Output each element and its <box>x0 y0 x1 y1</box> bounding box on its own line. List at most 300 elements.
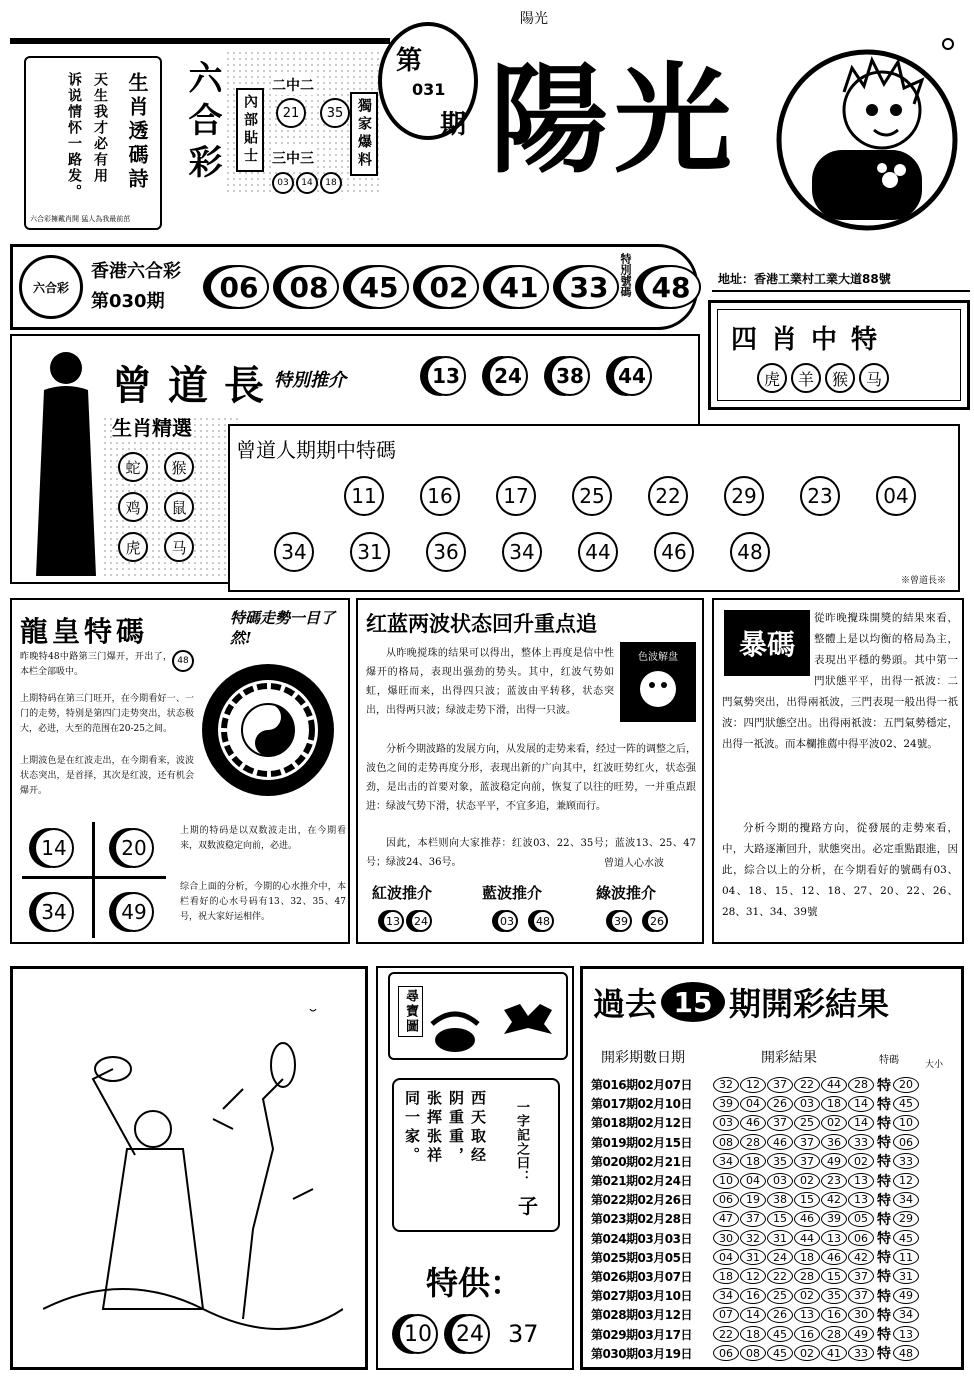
history-ball: 23 <box>821 1173 847 1189</box>
history-ball: 32 <box>713 1077 739 1093</box>
zodiac-animal: 蛇 <box>118 452 148 482</box>
number-ball: 25 <box>572 476 612 516</box>
four-zodiac-title: 四肖中特 <box>731 325 892 355</box>
history-special-ball: 49 <box>893 1288 919 1304</box>
treasure-section <box>376 966 574 1370</box>
history-ball: 49 <box>848 1326 874 1342</box>
col-special: 特碼 <box>879 1055 899 1066</box>
number-ball: 24 <box>450 1314 490 1354</box>
riddle-line-4: 同一家。 <box>403 1090 421 1166</box>
history-count: 15 <box>661 982 725 1022</box>
history-row <box>591 1190 963 1209</box>
history-ball: 45 <box>767 1326 793 1342</box>
dragon-title: 龍皇特碼 <box>20 615 149 648</box>
history-ball: 06 <box>713 1192 739 1208</box>
horse-icon <box>622 663 694 713</box>
col-result: 開彩結果 <box>761 1050 817 1066</box>
blue-wave-label: 藍波推介 <box>482 884 543 902</box>
history-ball: 44 <box>821 1077 847 1093</box>
history-row <box>591 1344 963 1363</box>
zodiac-title: 生肖精選 <box>112 412 192 441</box>
riddle-line-3: 张挥张祥 <box>425 1090 443 1166</box>
history-row-label: 第027期03月10日 <box>591 1289 692 1304</box>
draw-ball: 02 <box>419 265 479 309</box>
number-ball: 36 <box>426 532 466 572</box>
history-special-ball: 12 <box>893 1173 919 1189</box>
plain-number: 37 <box>508 1320 539 1348</box>
history-ball: 18 <box>821 1096 847 1112</box>
history-title <box>593 979 889 1025</box>
number-ball: 39 <box>610 910 632 932</box>
special-offer-label: 特供： <box>426 1264 523 1302</box>
wave-p1: 从昨晚搅珠的结果可以得出，整体上再度是信中性爆开的格局，表现出强劲的势头。其中，红波气势如虹，爆旺而来，出得四只波；蓝波由平转移，状态突出，出得两只波；绿波走势下滑，出得一只波。 <box>366 648 614 716</box>
history-ball: 41 <box>821 1345 847 1361</box>
riddle-answer: 子 <box>518 1194 538 1218</box>
wave-signature: 曾道人心水波 <box>604 854 664 869</box>
green-wave-label: 綠波推介 <box>596 884 657 902</box>
history-ball: 30 <box>713 1230 739 1246</box>
special-mark: 特 <box>877 1231 891 1248</box>
history-ball: 31 <box>767 1230 793 1246</box>
history-ball: 12 <box>740 1077 766 1093</box>
history-ball: 30 <box>848 1307 874 1323</box>
top-rule <box>10 38 390 44</box>
history-ball: 37 <box>848 1268 874 1284</box>
issue-number: 031 <box>412 80 446 99</box>
wave-badge <box>620 642 696 722</box>
history-ball: 31 <box>740 1249 766 1265</box>
bomb-text-2: 分析今期的攪路方向，從發展的走勢來看，中，大路逐漸回升，狀態突出。必定重點跟進，因此，綜合以上的分析，在今期看好的號碼有03、04、18、15、12、18、27、20、22、26、28、31、34、39號 <box>722 822 958 918</box>
grid-ball: 49 <box>114 892 154 932</box>
history-ball: 32 <box>740 1230 766 1246</box>
history-ball: 02 <box>821 1115 847 1131</box>
history-ball: 13 <box>821 1230 847 1246</box>
history-ball: 28 <box>821 1326 847 1342</box>
history-ball: 18 <box>740 1153 766 1169</box>
history-row-label: 第030期03月19日 <box>591 1346 692 1361</box>
special-mark: 特 <box>877 1096 891 1113</box>
address: 地址：香港工業村工業大道88號 <box>718 272 891 286</box>
history-ball: 03 <box>713 1115 739 1131</box>
zodiac-animal: 羊 <box>791 363 821 393</box>
history-row-label: 第026期03月07日 <box>591 1269 692 1284</box>
poem-footer: 六合彩擁戴肖開 猛人為我最前茁 <box>30 215 131 223</box>
draw-ball: 41 <box>489 265 549 309</box>
logo-text: 六合彩 <box>32 280 69 295</box>
wave-section <box>356 598 704 944</box>
history-row <box>591 1094 963 1113</box>
dragon-text-1 <box>20 650 194 680</box>
number-ball: 10 <box>398 1314 438 1354</box>
history-ball: 02 <box>794 1173 820 1189</box>
history-special-ball: 31 <box>893 1268 919 1284</box>
draw-issue: 第030期 <box>91 291 165 312</box>
special-mark: 特 <box>877 1173 891 1190</box>
number-ball: 34 <box>274 532 314 572</box>
history-ball: 16 <box>794 1326 820 1342</box>
riddle-scroll <box>392 1078 560 1232</box>
history-ball: 02 <box>848 1153 874 1169</box>
history-row <box>591 1229 963 1248</box>
period-signature: ※曾道長※ <box>900 576 946 586</box>
history-ball: 38 <box>767 1192 793 1208</box>
history-section <box>580 966 964 1370</box>
history-row-label: 第029期03月17日 <box>591 1327 692 1342</box>
number-ball: 18 <box>320 172 342 194</box>
history-ball: 02 <box>794 1288 820 1304</box>
history-ball: 44 <box>794 1230 820 1246</box>
history-special-ball: 48 <box>893 1345 919 1361</box>
dragon-section <box>10 598 350 944</box>
history-ball: 15 <box>794 1192 820 1208</box>
history-row <box>591 1248 963 1267</box>
history-ball: 14 <box>848 1115 874 1131</box>
history-row-label: 第020期02月21日 <box>591 1154 692 1169</box>
three-hit-label: 三中三 <box>272 148 314 168</box>
bomb-text <box>722 608 958 755</box>
history-special-ball: 34 <box>893 1192 919 1208</box>
history-ball: 37 <box>794 1153 820 1169</box>
history-ball: 13 <box>848 1192 874 1208</box>
col-size: 大小 <box>925 1060 944 1070</box>
col-issue: 開彩期數日期 <box>601 1050 685 1066</box>
zodiac-animal: 猴 <box>825 363 855 393</box>
history-ball: 34 <box>713 1153 739 1169</box>
history-ball: 49 <box>821 1153 847 1169</box>
history-row-label: 第019期02月15日 <box>591 1135 692 1150</box>
history-ball: 37 <box>794 1134 820 1150</box>
treasure-top <box>388 972 568 1060</box>
number-ball: 48 <box>532 910 554 932</box>
number-ball: 34 <box>502 532 542 572</box>
poem-title: 生肖透碼詩 <box>125 72 149 192</box>
number-ball: 31 <box>350 532 390 572</box>
history-ball: 08 <box>740 1345 766 1361</box>
insider-label: 內部貼士 <box>236 88 264 172</box>
wave-title: 红蓝两波状态回升重点追 <box>366 611 597 636</box>
history-ball: 47 <box>713 1211 739 1227</box>
draw-numbers <box>209 265 619 309</box>
number-ball: 03 <box>272 172 294 194</box>
history-row-label: 第025期03月05日 <box>591 1250 692 1265</box>
special-mark: 特 <box>877 1269 891 1286</box>
history-ball: 15 <box>821 1268 847 1284</box>
zodiac-grid <box>118 452 194 562</box>
history-ball: 42 <box>821 1192 847 1208</box>
riddle-line-2: 阴重重， <box>447 1090 465 1166</box>
history-special-ball: 33 <box>893 1153 919 1169</box>
header <box>0 0 974 240</box>
zodiac-animal: 鸡 <box>118 492 148 522</box>
history-ball: 22 <box>767 1268 793 1284</box>
wave-p3: 因此，本栏则向大家推荐：红波03、22、35号；蓝波13、25、47号；绿波24、36号。 <box>366 838 696 868</box>
history-row-label: 第028期03月12日 <box>591 1308 692 1323</box>
history-special-ball: 11 <box>893 1249 919 1265</box>
history-ball: 46 <box>767 1134 793 1150</box>
bomb-float <box>722 608 814 674</box>
treasure-bowl-icon <box>430 994 480 1054</box>
history-ball: 28 <box>848 1077 874 1093</box>
history-row-label: 第023期02月28日 <box>591 1212 692 1227</box>
history-special-ball: 10 <box>893 1115 919 1131</box>
top-small-mark: 陽光 <box>520 11 548 27</box>
red-wave-label: 紅波推介 <box>372 884 433 902</box>
history-ball: 13 <box>848 1173 874 1189</box>
history-ball: 28 <box>794 1268 820 1284</box>
grid-h <box>22 876 166 879</box>
history-special-ball: 20 <box>893 1077 919 1093</box>
monk-illustration-icon <box>43 1009 343 1359</box>
issue-suffix: 期 <box>440 110 467 140</box>
history-ball: 15 <box>767 1211 793 1227</box>
dragon-text-2: 上期特码在第三门旺开，在今期看好一、一门的走势，特别是第四门走势突出，状态极大，必进，大至的范围在20-25之间。 <box>20 694 194 734</box>
history-ball: 19 <box>740 1192 766 1208</box>
mascot-icon <box>772 30 962 236</box>
history-ball: 35 <box>821 1288 847 1304</box>
logo-badge <box>19 255 83 319</box>
period-row-1 <box>344 476 916 516</box>
wave-badge-label: 色波解盘 <box>638 652 678 663</box>
recommend-numbers <box>426 356 652 396</box>
history-row <box>591 1267 963 1286</box>
history-row <box>591 1133 963 1152</box>
history-ball: 07 <box>713 1307 739 1323</box>
history-ball: 03 <box>767 1173 793 1189</box>
history-row-label: 第017期02月10日 <box>591 1097 692 1112</box>
red-wave-numbers <box>382 910 432 932</box>
three-hit-numbers <box>272 172 342 194</box>
special-mark: 特 <box>877 1346 891 1363</box>
history-ball: 46 <box>794 1211 820 1227</box>
four-zodiac-box <box>708 300 970 410</box>
history-row <box>591 1324 963 1343</box>
special-label: 特別號碼 <box>619 253 632 297</box>
special-mark: 特 <box>877 1307 891 1324</box>
grid-ball: 34 <box>34 892 74 932</box>
history-ball: 39 <box>821 1211 847 1227</box>
dragon-text-4: 上期的特码是以双数波走出，在今期看来，双数波稳定向前，必进。 <box>180 826 346 851</box>
history-row <box>591 1152 963 1171</box>
bagua-icon <box>198 660 338 800</box>
zeng-name: 曾道長 <box>112 362 280 409</box>
history-ball: 08 <box>713 1134 739 1150</box>
special-mark: 特 <box>877 1211 891 1228</box>
history-ball: 24 <box>767 1249 793 1265</box>
number-ball: 13 <box>382 910 404 932</box>
number-ball: 03 <box>496 910 518 932</box>
history-ball: 13 <box>794 1307 820 1323</box>
history-special-ball: 13 <box>893 1326 919 1342</box>
draw-ball: 45 <box>349 265 409 309</box>
special-mark: 特 <box>877 1077 891 1094</box>
masthead-title: 陽光 <box>490 50 739 189</box>
history-ball: 14 <box>848 1096 874 1112</box>
history-ball: 25 <box>794 1115 820 1131</box>
history-title-post: 期開彩結果 <box>729 985 890 1023</box>
history-ball: 06 <box>713 1345 739 1361</box>
history-special-ball: 34 <box>893 1307 919 1323</box>
period-title: 曾道人期期中特碼 <box>236 438 396 462</box>
history-ball: 06 <box>848 1230 874 1246</box>
lottery-name: 香港六合彩 <box>91 261 181 282</box>
two-hit-label: 二中二 <box>272 75 314 95</box>
blue-wave-numbers <box>496 910 554 932</box>
riddle-line-1: 西天取经 <box>469 1090 487 1166</box>
history-ball: 12 <box>740 1268 766 1284</box>
number-ball: 24 <box>488 356 528 396</box>
history-ball: 36 <box>821 1134 847 1150</box>
number-ball: 44 <box>578 532 618 572</box>
monk-section <box>10 966 368 1370</box>
history-ball: 26 <box>767 1096 793 1112</box>
number-ball: 46 <box>654 532 694 572</box>
riddle-answer-label: 一字記之曰： <box>514 1100 529 1184</box>
history-ball: 34 <box>713 1288 739 1304</box>
zodiac-animal: 猴 <box>164 452 194 482</box>
special-mark: 特 <box>877 1192 891 1209</box>
history-ball: 26 <box>767 1307 793 1323</box>
zodiac-animal: 鼠 <box>164 492 194 522</box>
history-special-ball: 06 <box>893 1134 919 1150</box>
wave-p2: 分析今期波路的发展方向，从发展的走势来看，经过一阵的调整之后，波色之间的走势再度分形，表现出新的广向其中，红波旺势红火，状态强劲，是出击的首要对象，蓝波稳定向前，恢复了以往的旺势，一并重点跟进：绿波气势下滑，状态平平，不宜多追，兼顾而行。 <box>366 744 696 812</box>
draw-ball: 08 <box>279 265 339 309</box>
history-ball: 18 <box>740 1326 766 1342</box>
history-ball: 42 <box>848 1249 874 1265</box>
history-ball: 18 <box>713 1268 739 1284</box>
history-ball: 37 <box>740 1211 766 1227</box>
history-ball: 39 <box>713 1096 739 1112</box>
number-ball: 17 <box>496 476 536 516</box>
number-ball: 29 <box>724 476 764 516</box>
bomb-title: 暴碼 <box>738 628 795 661</box>
issue-prefix: 第 <box>396 46 423 76</box>
dragon-text-1-body: 昨晚特48中路第三门爆开，开出了，本栏全部吸中。 <box>20 652 172 677</box>
history-row <box>591 1305 963 1324</box>
history-row-label: 第018期02月12日 <box>591 1116 692 1131</box>
special-mark: 特 <box>877 1154 891 1171</box>
history-ball: 22 <box>713 1326 739 1342</box>
history-ball: 28 <box>740 1134 766 1150</box>
history-ball: 16 <box>740 1288 766 1304</box>
history-ball: 25 <box>767 1288 793 1304</box>
period-row-2 <box>274 532 770 572</box>
number-ball: 48 <box>730 532 770 572</box>
number-ball: 04 <box>876 476 916 516</box>
dragon-slogan: 特碼走勢一目了然! <box>230 609 336 647</box>
recommend-label: 特別推介 <box>274 370 346 391</box>
history-ball: 37 <box>767 1077 793 1093</box>
history-ball: 04 <box>713 1249 739 1265</box>
green-wave-numbers <box>610 910 668 932</box>
two-hit-numbers <box>276 98 350 128</box>
history-row <box>591 1286 963 1305</box>
history-ball: 16 <box>821 1307 847 1323</box>
treasure-label: 尋寶圖 <box>398 986 423 1037</box>
history-ball: 02 <box>794 1345 820 1361</box>
history-ball: 37 <box>767 1115 793 1131</box>
four-zodiac-animals <box>757 363 889 393</box>
history-row-label: 第024期03月03日 <box>591 1231 692 1246</box>
history-row-label: 第016期02月07日 <box>591 1078 692 1093</box>
special-offer-numbers <box>398 1314 539 1354</box>
history-special-ball: 45 <box>893 1230 919 1246</box>
history-ball: 37 <box>848 1288 874 1304</box>
special-mark: 特 <box>877 1250 891 1267</box>
grid-ball: 14 <box>34 828 74 868</box>
period-box <box>228 424 960 592</box>
history-ball: 10 <box>713 1173 739 1189</box>
history-ball: 14 <box>740 1307 766 1323</box>
poem-line-1: 天生我才必有用 <box>92 72 108 184</box>
bomb-text-body: 從昨晚攪珠開獎的結果來看，整體上是以均衡的格局為主，表現出平穩的勢頭。其中第一門狀態平平，出得一祇波：二門氣勢突出，出得兩祇波，三門表現一般出得一祇波：四門狀態空出。出得兩祇波：五門氣勢穩定，出得一祇波。而本欄推薦中得平波02、24號。 <box>722 612 958 750</box>
number-ball: 44 <box>612 356 652 396</box>
history-special-ball: 45 <box>893 1096 919 1112</box>
history-title-pre: 過去 <box>593 985 658 1023</box>
number-ball: 16 <box>420 476 460 516</box>
number-ball: 26 <box>646 910 668 932</box>
number-ball: 38 <box>550 356 590 396</box>
dragon-text-5: 综合上面的分析，今期的心水推介中，本栏看好的心水号码有13、32、35、47号，祝大家好运相伴。 <box>180 882 346 922</box>
history-row <box>591 1113 963 1132</box>
taoist-figure-icon <box>26 346 106 582</box>
history-ball: 46 <box>821 1249 847 1265</box>
history-table <box>591 1075 963 1363</box>
special-mark: 特 <box>877 1288 891 1305</box>
special-mark: 特 <box>877 1327 891 1344</box>
history-special-ball: 29 <box>893 1211 919 1227</box>
poem-line-2: 诉说情怀一路发。 <box>66 72 82 200</box>
draw-ball: 33 <box>559 265 619 309</box>
number-ball: 23 <box>800 476 840 516</box>
number-ball: 35 <box>320 98 350 128</box>
number-ball: 24 <box>410 910 432 932</box>
zodiac-animal: 马 <box>859 363 889 393</box>
history-ball: 04 <box>740 1096 766 1112</box>
history-ball: 18 <box>794 1249 820 1265</box>
history-row <box>591 1209 963 1228</box>
history-ball: 45 <box>767 1345 793 1361</box>
history-row <box>591 1075 963 1094</box>
zodiac-animal: 虎 <box>118 532 148 562</box>
dragon-text-3: 上期波色是在红波走出，在今期看来，波波状态突出，是首择，其次是红波，还有机会爆开。 <box>20 756 194 796</box>
special-ball: 48 <box>641 265 701 309</box>
grid-v <box>92 822 95 938</box>
last-draw-bar <box>10 244 698 330</box>
grid-ball: 20 <box>114 828 154 868</box>
history-ball: 03 <box>794 1096 820 1112</box>
history-row-label: 第021期02月24日 <box>591 1174 692 1189</box>
history-ball: 04 <box>740 1173 766 1189</box>
number-ball: 14 <box>296 172 318 194</box>
history-ball: 35 <box>767 1153 793 1169</box>
address-rule <box>712 290 970 292</box>
number-ball: 21 <box>276 98 306 128</box>
history-ball: 05 <box>848 1211 874 1227</box>
history-row <box>591 1171 963 1190</box>
history-ball: 22 <box>794 1077 820 1093</box>
exclusive-label: 獨家爆料 <box>350 92 378 176</box>
special-mark: 特 <box>877 1115 891 1132</box>
zodiac-animal: 马 <box>164 532 194 562</box>
poem-scroll <box>24 56 162 230</box>
marked-ball: 48 <box>172 650 194 672</box>
number-ball: 11 <box>344 476 384 516</box>
treasure-ornament-icon <box>500 1000 556 1040</box>
history-ball: 33 <box>848 1345 874 1361</box>
draw-ball: 06 <box>209 265 269 309</box>
bomb-section <box>712 598 964 944</box>
history-row-label: 第022期02月26日 <box>591 1193 692 1208</box>
